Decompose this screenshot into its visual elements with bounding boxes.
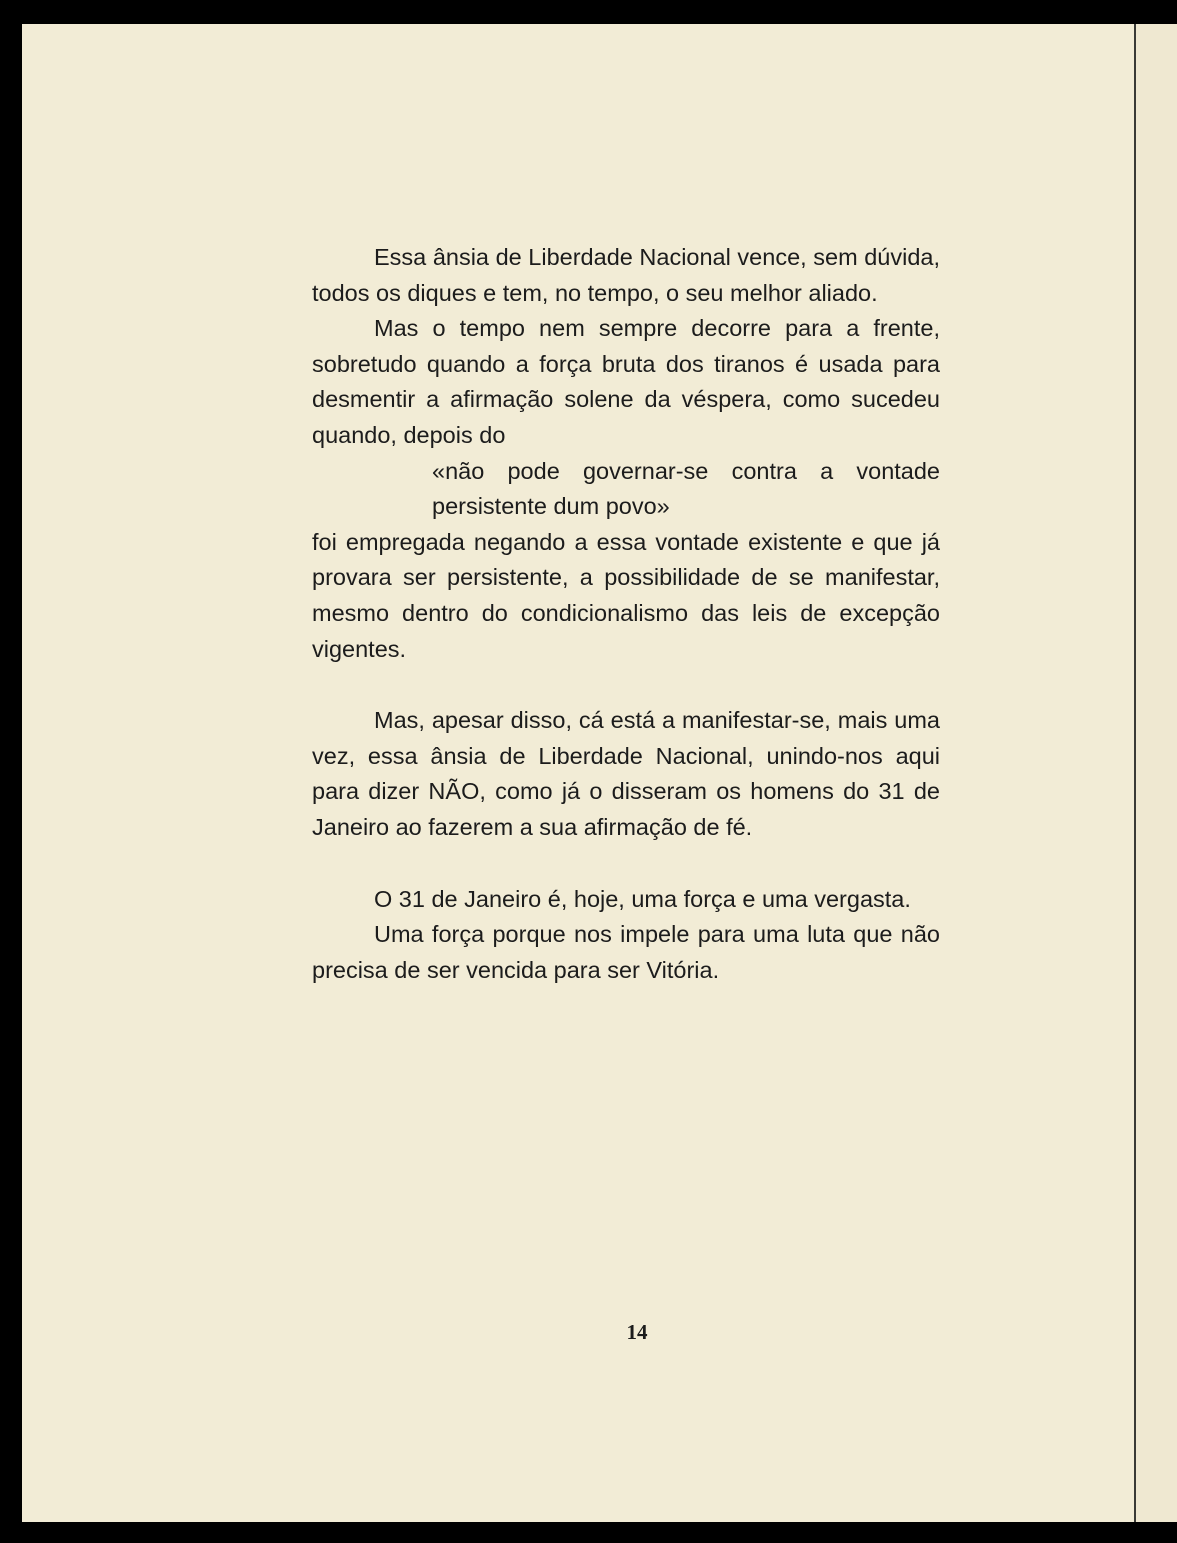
paragraph: Essa ânsia de Liberdade Nacional vence, sem dúvida, todos os diques e tem, no tempo, o seu melhor aliado. [312,244,940,306]
quotation: «não pode governar-se contra a vontade persistente dum povo» [432,457,940,520]
page-number: 14 [626,1320,648,1344]
facing-page-edge [1134,24,1177,1522]
paragraph: Mas o tempo nem sempre decorre para a frente, sobretudo quando a força bruta dos tiranos é usada para desmentir a afirmação solene da véspera, como sucedeu quando, depois do [312,315,940,448]
body-text [312,240,940,988]
paragraph: O 31 de Janeiro é, hoje, uma força e uma vergasta. [374,885,911,912]
paragraph: Mas, apesar disso, cá está a manifestar-se, mais uma vez, essa ânsia de Liberdade Nacional, unindo-nos aqui para dizer NÃO, como já o disseram os homens do 31 de Janeiro ao fazerem a sua afirmação de fé. [312,707,940,840]
paragraph: foi empregada negando a essa vontade existente e que já provara ser persistente, a possibilidade de se manifestar, mesmo dentro do condicionalismo das leis de excepção vigentes. [312,528,940,662]
paragraph: Uma força porque nos impele para uma luta que não precisa de ser vencida para ser Vitória. [312,921,940,983]
